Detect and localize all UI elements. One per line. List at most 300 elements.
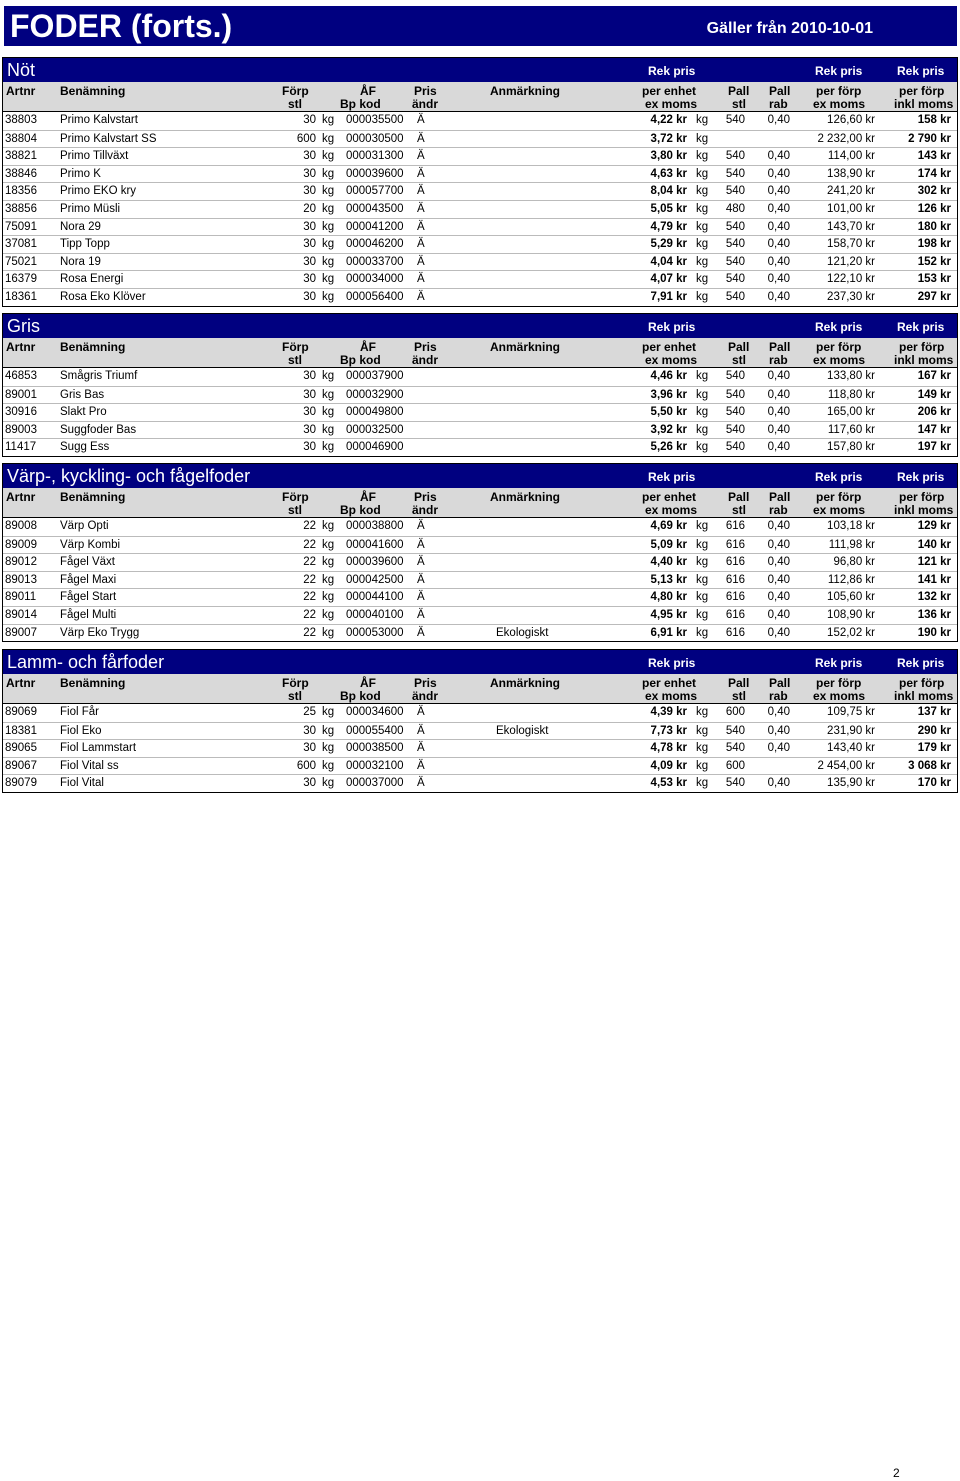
page-title: FODER (forts.) (10, 8, 233, 44)
per-forp-inkl-cell: 152 kr (917, 255, 951, 268)
forp-cell: 30 (303, 167, 316, 180)
column-label-per-forp1: per förp (816, 490, 862, 504)
pris-andr-cell: Ä (417, 608, 425, 621)
pall-stl-cell: 540 (725, 724, 745, 737)
forp-cell: 22 (303, 556, 316, 569)
table-row (3, 624, 957, 642)
table-body (3, 704, 957, 792)
artnr-cell: 18356 (5, 185, 37, 198)
column-label-benamning: Benämning (60, 340, 126, 354)
forp-cell: 30 (303, 406, 316, 419)
table-row (3, 218, 957, 236)
column-label-benamning: Benämning (60, 490, 126, 504)
per-unit-cell: kg (696, 591, 709, 604)
per-forp-ex-cell: 157,80 kr (827, 441, 875, 454)
table-row (3, 235, 957, 253)
name-cell: Primo Kalvstart SS (60, 132, 157, 145)
forp-cell: 30 (303, 724, 316, 737)
per-forp-ex-cell: 231,90 kr (827, 724, 875, 737)
pall-rab-cell: 0,40 (767, 777, 790, 790)
bpkod-cell: 000034600 (346, 706, 404, 718)
per-forp-inkl-cell: 158 kr (917, 114, 951, 126)
name-cell: Primo K (60, 167, 101, 180)
column-label-ex-moms: ex moms (645, 503, 698, 517)
per-unit-cell: kg (696, 759, 709, 772)
pall-stl-cell: 616 (725, 608, 745, 621)
per-forp-inkl-cell: 3 068 kr (908, 759, 951, 772)
column-label-artnr: Artnr (6, 340, 36, 354)
forp-cell: 30 (303, 150, 316, 163)
pris-andr-cell: Ä (417, 202, 425, 215)
pall-rab-cell: 0,40 (767, 167, 790, 180)
column-label-stl: stl (288, 353, 303, 367)
unit-cell: kg (322, 573, 335, 586)
pris-andr-cell: Ä (417, 759, 425, 772)
artnr-cell: 89012 (5, 556, 37, 569)
per-unit-cell: kg (696, 238, 709, 251)
forp-cell: 30 (303, 220, 316, 233)
forp-cell: 30 (303, 423, 316, 436)
unit-cell: kg (322, 520, 335, 532)
table-row (3, 704, 957, 722)
column-label-andr: ändr (412, 689, 439, 703)
forp-cell: 30 (303, 290, 316, 303)
per-enhet-cell: 7,91 kr (650, 290, 687, 303)
pall-stl-cell: 616 (725, 626, 745, 639)
column-label-per-forp1: per förp (816, 676, 862, 690)
forp-cell: 22 (303, 608, 316, 621)
unit-cell: kg (322, 608, 335, 621)
bpkod-cell: 000030500 (346, 132, 404, 145)
pris-andr-cell: Ä (417, 538, 425, 551)
per-forp-inkl-cell: 170 kr (917, 777, 951, 790)
pall-rab-cell: 0,40 (767, 370, 790, 382)
forp-cell: 20 (303, 202, 316, 215)
table-body (3, 518, 957, 641)
column-label-andr: ändr (412, 353, 439, 367)
artnr-cell: 38846 (5, 167, 37, 180)
per-forp-ex-cell: 112,86 kr (827, 573, 875, 586)
anmarkning-cell: Ekologiskt (496, 626, 549, 639)
table-row (3, 253, 957, 271)
per-forp-inkl-cell: 2 790 kr (908, 132, 951, 145)
per-forp-inkl-cell: 140 kr (917, 538, 951, 551)
pall-stl-cell: 540 (725, 290, 745, 303)
bpkod-cell: 000031300 (346, 150, 404, 163)
section-header (3, 464, 957, 488)
per-enhet-cell: 5,13 kr (650, 573, 687, 586)
per-enhet-cell: 4,04 kr (650, 255, 687, 268)
per-unit-cell: kg (696, 706, 709, 718)
forp-cell: 22 (303, 591, 316, 604)
column-label-per-enhet: per enhet (642, 340, 697, 354)
pris-andr-cell: Ä (417, 290, 425, 303)
bpkod-cell: 000037000 (346, 777, 404, 790)
per-enhet-cell: 3,72 kr (650, 132, 687, 145)
column-label-per-forp2: per förp (899, 340, 945, 354)
per-forp-ex-cell: 111,98 kr (828, 538, 875, 551)
column-label-artnr: Artnr (6, 490, 36, 504)
pall-rab-cell: 0,40 (767, 255, 790, 268)
artnr-cell: 89069 (5, 706, 37, 718)
per-unit-cell: kg (696, 406, 709, 419)
unit-cell: kg (322, 238, 335, 251)
unit-cell: kg (322, 556, 335, 569)
column-label-pall-stl: stl (732, 97, 747, 111)
per-forp-ex-cell: 2 232,00 kr (817, 132, 875, 145)
column-label-forp: Förp (282, 676, 309, 690)
pris-andr-cell: Ä (417, 777, 425, 790)
column-label-pris: Pris (414, 84, 437, 98)
section-title: Värp-, kyckling- och fågelfoder (7, 466, 251, 486)
per-enhet-cell: 4,40 kr (650, 556, 687, 569)
per-forp-ex-cell: 126,60 kr (827, 114, 875, 126)
pall-rab-cell: 0,40 (767, 608, 790, 621)
forp-cell: 600 (296, 759, 316, 772)
per-unit-cell: kg (696, 777, 709, 790)
forp-cell: 30 (303, 441, 316, 454)
per-unit-cell: kg (696, 626, 709, 639)
per-forp-ex-cell: 158,70 kr (827, 238, 875, 251)
column-label-per-forp2: per förp (899, 676, 945, 690)
column-label-ex-moms2: ex moms (813, 353, 866, 367)
name-cell: Fågel Maxi (60, 573, 117, 586)
pris-andr-cell: Ä (417, 255, 425, 268)
table-row (3, 403, 957, 421)
per-enhet-cell: 4,53 kr (650, 777, 687, 790)
column-label-per-forp1: per förp (816, 84, 862, 98)
table-row (3, 588, 957, 606)
unit-cell: kg (322, 406, 335, 419)
artnr-cell: 38856 (5, 202, 37, 215)
pall-stl-cell: 480 (725, 202, 745, 215)
per-unit-cell: kg (696, 573, 709, 586)
per-unit-cell: kg (696, 273, 709, 286)
pris-andr-cell: Ä (417, 520, 425, 532)
column-label-af: ÅF (360, 340, 376, 354)
column-label-anmarkning: Anmärkning (490, 340, 561, 354)
bpkod-cell: 000046200 (346, 238, 404, 251)
name-cell: Fågel Växt (60, 556, 115, 569)
unit-cell: kg (322, 777, 335, 790)
column-label-ex-moms2: ex moms (813, 97, 866, 111)
artnr-cell: 18361 (5, 290, 37, 303)
unit-cell: kg (322, 742, 335, 755)
pall-rab-cell: 0,40 (767, 520, 790, 532)
column-label-anmarkning: Anmärkning (490, 676, 561, 690)
pall-rab-cell: 0,40 (767, 220, 790, 233)
forp-cell: 600 (296, 132, 316, 145)
artnr-cell: 38804 (5, 132, 37, 145)
table-row (3, 147, 957, 165)
table-row (3, 421, 957, 439)
per-forp-inkl-cell: 180 kr (917, 220, 951, 233)
per-enhet-cell: 4,46 kr (650, 370, 687, 382)
pris-andr-cell: Ä (417, 238, 425, 251)
pall-rab-cell: 0,40 (767, 423, 790, 436)
unit-cell: kg (322, 150, 335, 163)
forp-cell: 22 (303, 538, 316, 551)
per-unit-cell: kg (696, 538, 709, 551)
pall-rab-cell: 0,40 (767, 573, 790, 586)
column-label-inkl-moms: inkl moms (894, 503, 954, 517)
column-label-ex-moms: ex moms (645, 689, 698, 703)
unit-cell: kg (322, 370, 335, 382)
unit-cell: kg (322, 626, 335, 639)
name-cell: Fiol Får (60, 706, 99, 718)
title-bar (4, 6, 957, 46)
bpkod-cell: 000042500 (346, 573, 404, 586)
column-label-andr: ändr (412, 503, 439, 517)
pris-andr-cell: Ä (417, 132, 425, 145)
column-label-artnr: Artnr (6, 676, 36, 690)
unit-cell: kg (322, 759, 335, 772)
forp-cell: 30 (303, 273, 316, 286)
per-forp-inkl-cell: 290 kr (917, 724, 951, 737)
pall-stl-cell: 616 (725, 520, 745, 532)
per-enhet-cell: 5,50 kr (650, 406, 687, 419)
column-label-bpkod: Bp kod (340, 503, 381, 517)
pall-rab-cell: 0,40 (767, 273, 790, 286)
unit-cell: kg (322, 132, 335, 145)
per-forp-inkl-cell: 132 kr (917, 591, 951, 604)
per-unit-cell: kg (696, 724, 709, 737)
column-label-inkl-moms: inkl moms (894, 97, 954, 111)
bpkod-cell: 000032500 (346, 423, 404, 436)
per-forp-ex-cell: 138,90 kr (827, 167, 875, 180)
artnr-cell: 89065 (5, 742, 37, 755)
pall-stl-cell: 540 (725, 114, 745, 126)
name-cell: Fiol Eko (60, 724, 102, 737)
per-forp-inkl-cell: 190 kr (917, 626, 951, 639)
rek-pris-label: Rek pris (648, 656, 696, 670)
name-cell: Rosa Energi (60, 273, 124, 286)
unit-cell: kg (322, 202, 335, 215)
name-cell: Fiol Vital (60, 777, 104, 790)
pris-andr-cell: Ä (417, 220, 425, 233)
column-label-ex-moms: ex moms (645, 353, 698, 367)
per-forp-ex-cell: 109,75 kr (827, 706, 875, 718)
section-varp (2, 463, 958, 642)
pris-andr-cell: Ä (417, 724, 425, 737)
per-unit-cell: kg (696, 520, 709, 532)
pall-stl-cell: 540 (725, 185, 745, 198)
bpkod-cell: 000032900 (346, 388, 404, 401)
bpkod-cell: 000035500 (346, 114, 404, 126)
per-forp-inkl-cell: 137 kr (917, 706, 951, 718)
per-forp-ex-cell: 143,70 kr (827, 220, 875, 233)
pall-rab-cell: 0,40 (767, 202, 790, 215)
table-row (3, 130, 957, 148)
section-header (3, 314, 957, 338)
table-row (3, 386, 957, 404)
bpkod-cell: 000039600 (346, 556, 404, 569)
unit-cell: kg (322, 423, 335, 436)
unit-cell: kg (322, 255, 335, 268)
pall-rab-cell: 0,40 (767, 441, 790, 454)
per-forp-inkl-cell: 198 kr (917, 238, 951, 251)
pall-stl-cell: 616 (725, 538, 745, 551)
pris-andr-cell: Ä (417, 185, 425, 198)
column-label-anmarkning: Anmärkning (490, 490, 561, 504)
artnr-cell: 16379 (5, 273, 37, 286)
bpkod-cell: 000046900 (346, 441, 404, 454)
table-row (3, 553, 957, 571)
pall-stl-cell: 540 (725, 406, 745, 419)
bpkod-cell: 000032100 (346, 759, 404, 772)
per-unit-cell: kg (696, 255, 709, 268)
pall-stl-cell: 616 (725, 591, 745, 604)
per-forp-ex-cell: 133,80 kr (827, 370, 875, 382)
per-forp-ex-cell: 152,02 kr (827, 626, 875, 639)
rek-pris-label: Rek pris (815, 656, 863, 670)
table-row (3, 606, 957, 624)
per-enhet-cell: 4,09 kr (650, 759, 687, 772)
pall-stl-cell: 540 (725, 742, 745, 755)
bpkod-cell: 000033700 (346, 255, 404, 268)
section-gris (2, 313, 958, 457)
valid-from-date: Gäller från 2010-10-01 (706, 20, 873, 37)
name-cell: Fiol Lammstart (60, 742, 137, 755)
unit-cell: kg (322, 538, 335, 551)
pall-stl-cell: 540 (725, 220, 745, 233)
table-row (3, 722, 957, 740)
per-unit-cell: kg (696, 114, 709, 126)
artnr-cell: 89009 (5, 538, 37, 551)
column-header (3, 674, 957, 704)
column-label-pall2: Pall (769, 676, 791, 690)
section-header (3, 58, 957, 82)
name-cell: Slakt Pro (60, 406, 107, 419)
column-label-pall2: Pall (769, 84, 791, 98)
table-row (3, 288, 957, 306)
per-unit-cell: kg (696, 423, 709, 436)
name-cell: Primo Müsli (60, 202, 121, 215)
column-label-pall-stl: stl (732, 689, 747, 703)
column-label-pris: Pris (414, 340, 437, 354)
unit-cell: kg (322, 724, 335, 737)
pall-rab-cell: 0,40 (767, 591, 790, 604)
column-label-stl: stl (288, 97, 303, 111)
column-header (3, 488, 957, 518)
column-label-benamning: Benämning (60, 676, 126, 690)
per-enhet-cell: 4,80 kr (650, 591, 687, 604)
pall-rab-cell: 0,40 (767, 724, 790, 737)
name-cell: Nora 29 (60, 220, 101, 233)
artnr-cell: 75091 (5, 220, 37, 233)
per-forp-ex-cell: 105,60 kr (827, 591, 875, 604)
rek-pris-label: Rek pris (815, 320, 863, 334)
name-cell: Fågel Start (60, 591, 117, 604)
column-label-ex-moms: ex moms (645, 97, 698, 111)
per-forp-ex-cell: 121,20 kr (827, 255, 875, 268)
per-forp-inkl-cell: 297 kr (917, 290, 951, 303)
pall-rab-cell: 0,40 (767, 626, 790, 639)
column-label-anmarkning: Anmärkning (490, 84, 561, 98)
bpkod-cell: 000040100 (346, 608, 404, 621)
pall-stl-cell: 540 (725, 370, 745, 382)
artnr-cell: 89011 (5, 591, 37, 604)
column-label-pall2: Pall (769, 340, 791, 354)
per-forp-ex-cell: 122,10 kr (827, 273, 875, 286)
rek-pris-label: Rek pris (815, 64, 863, 78)
per-forp-inkl-cell: 149 kr (917, 388, 951, 401)
artnr-cell: 89013 (5, 573, 37, 586)
unit-cell: kg (322, 388, 335, 401)
bpkod-cell: 000057700 (346, 185, 404, 198)
column-label-rab: rab (769, 503, 788, 517)
artnr-cell: 89008 (5, 520, 37, 532)
pall-rab-cell: 0,40 (767, 706, 790, 718)
per-forp-inkl-cell: 147 kr (917, 423, 951, 436)
pall-stl-cell: 600 (725, 759, 745, 772)
bpkod-cell: 000044100 (346, 591, 404, 604)
table-row (3, 536, 957, 554)
column-label-pall1: Pall (728, 340, 750, 354)
unit-cell: kg (322, 114, 335, 126)
pall-stl-cell: 616 (725, 573, 745, 586)
pall-stl-cell: 616 (725, 556, 745, 569)
per-enhet-cell: 4,39 kr (650, 706, 687, 718)
name-cell: Suggfoder Bas (60, 423, 137, 436)
forp-cell: 30 (303, 370, 316, 382)
artnr-cell: 89001 (5, 388, 37, 401)
page-number: 2 (893, 1466, 900, 1480)
artnr-cell: 89079 (5, 777, 37, 790)
per-forp-inkl-cell: 126 kr (917, 202, 951, 215)
per-unit-cell: kg (696, 388, 709, 401)
per-unit-cell: kg (696, 132, 709, 145)
artnr-cell: 38803 (5, 114, 37, 126)
column-label-per-forp2: per förp (899, 490, 945, 504)
pall-stl-cell: 540 (725, 423, 745, 436)
pall-rab-cell: 0,40 (767, 556, 790, 569)
per-forp-ex-cell: 101,00 kr (827, 202, 875, 215)
per-unit-cell: kg (696, 220, 709, 233)
per-forp-ex-cell: 135,90 kr (827, 777, 875, 790)
forp-cell: 30 (303, 777, 316, 790)
table-row (3, 112, 957, 130)
pris-andr-cell: Ä (417, 150, 425, 163)
artnr-cell: 37081 (5, 238, 37, 251)
bpkod-cell: 000055400 (346, 724, 404, 737)
bpkod-cell: 000053000 (346, 626, 404, 639)
per-unit-cell: kg (696, 742, 709, 755)
column-label-pris: Pris (414, 676, 437, 690)
table-row (3, 165, 957, 183)
pall-stl-cell: 540 (725, 273, 745, 286)
column-label-stl: stl (288, 689, 303, 703)
rek-pris-label: Rek pris (897, 470, 945, 484)
pall-rab-cell: 0,40 (767, 238, 790, 251)
per-enhet-cell: 5,05 kr (650, 202, 687, 215)
pris-andr-cell: Ä (417, 742, 425, 755)
per-unit-cell: kg (696, 185, 709, 198)
per-enhet-cell: 5,09 kr (650, 538, 687, 551)
forp-cell: 30 (303, 114, 316, 126)
table-body (3, 368, 957, 456)
artnr-cell: 30916 (5, 406, 37, 419)
per-unit-cell: kg (696, 608, 709, 621)
pris-andr-cell: Ä (417, 626, 425, 639)
column-label-per-enhet: per enhet (642, 676, 697, 690)
per-forp-ex-cell: 96,80 kr (833, 556, 875, 569)
pall-stl-cell: 600 (725, 706, 745, 718)
per-forp-ex-cell: 118,80 kr (827, 388, 875, 401)
per-forp-inkl-cell: 129 kr (917, 520, 951, 532)
column-label-af: ÅF (360, 676, 376, 690)
per-forp-ex-cell: 114,00 kr (827, 150, 875, 163)
